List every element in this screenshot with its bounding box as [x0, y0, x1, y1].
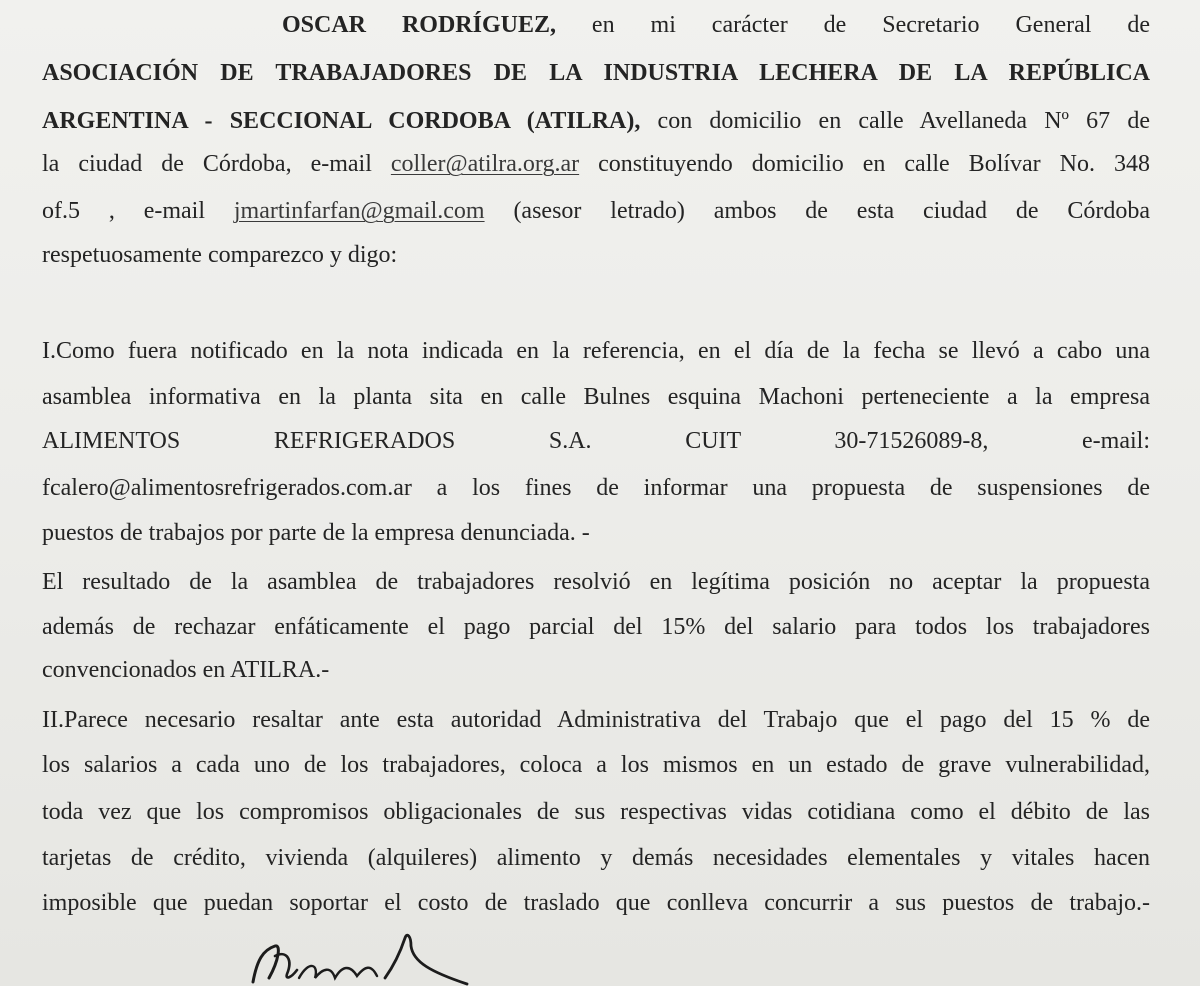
- email-link-atilra[interactable]: coller@atilra.org.ar: [390, 151, 580, 177]
- section2-line-4: tarjetas de crédito, vivienda (alquileres) alimento y demás necesidades elementales y vitales hacen: [42, 845, 1150, 871]
- intro-line-4: la ciudad de Córdoba, e-mail coller@atilra.org.ar constituyendo domicilio en calle Bolívar No. 348: [42, 151, 1150, 177]
- association-name-line: ASOCIACIÓN DE TRABAJADORES DE LA INDUSTRIA LECHERA DE LA REPÚBLICA: [42, 60, 1150, 86]
- signer-name: OSCAR RODRÍGUEZ,: [282, 12, 556, 38]
- section1-line-7: además de rechazar enfáticamente el pago parcial del 15% del salario para todos los trabajadores: [42, 614, 1150, 640]
- intro-line-3: ARGENTINA - SECCIONAL CORDOBA (ATILRA), con domicilio en calle Avellaneda Nº 67 de: [42, 108, 1150, 134]
- section1-line-4: fcalero@alimentosrefrigerados.com.ar a los fines de informar una propuesta de suspensiones de: [42, 475, 1150, 501]
- intro-line-5: of.5 , e-mail jmartinfarfan@gmail.com (asesor letrado) ambos de esta ciudad de Córdoba: [42, 198, 1150, 224]
- email-link-lawyer[interactable]: jmartinfarfan@gmail.com: [233, 198, 485, 224]
- section1-line-3: ALIMENTOS REFRIGERADOS S.A. CUIT 30-71526089-8, e-mail:: [42, 428, 1150, 454]
- section1-line-6: El resultado de la asamblea de trabajadores resolvió en legítima posición no aceptar la propuesta: [42, 569, 1150, 595]
- section2-line-1: II.Parece necesario resaltar ante esta autoridad Administrativa del Trabajo que el pago del 15 % de: [42, 707, 1150, 733]
- section1-line-2: asamblea informativa en la planta sita en calle Bulnes esquina Machoni perteneciente a la empresa: [42, 384, 1150, 410]
- section1-line-8: convencionados en ATILRA.-: [42, 657, 330, 683]
- section2-line-5: imposible que puedan soportar el costo de traslado que conlleva concurrir a sus puestos de trabajo.-: [42, 890, 1150, 916]
- section2-line-2: los salarios a cada uno de los trabajadores, coloca a los mismos en un estado de grave vulnerabilidad,: [42, 752, 1150, 778]
- section2-line-3: toda vez que los compromisos obligacionales de sus respectivas vidas cotidiana como el débito de las: [42, 799, 1150, 825]
- section1-line-5: puestos de trabajos por parte de la empresa denunciada. -: [42, 520, 590, 546]
- intro-line-6: respetuosamente comparezco y digo:: [42, 242, 398, 268]
- section1-line-1: I.Como fuera notificado en la nota indicada en la referencia, en el día de la fecha se llevó a cabo una: [42, 338, 1150, 364]
- handwritten-signature: [235, 920, 495, 986]
- intro-line-1: OSCAR RODRÍGUEZ, en mi carácter de Secretario General de: [282, 12, 1150, 38]
